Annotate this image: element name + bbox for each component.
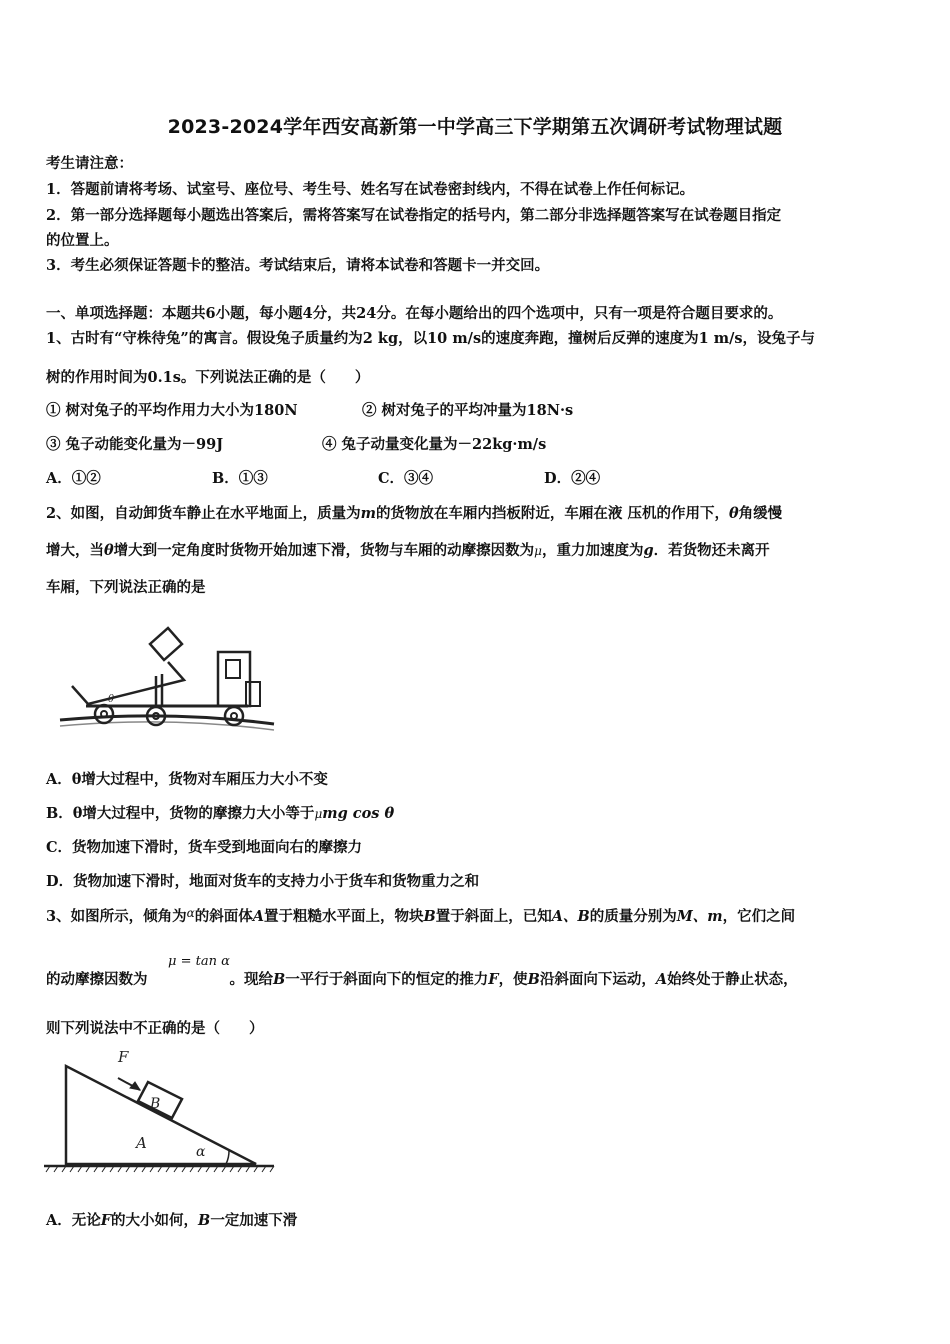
force-arrowhead	[130, 1082, 140, 1090]
friction-formula: μ = tan α	[168, 954, 230, 969]
var-B: B	[198, 1212, 211, 1229]
wheel	[225, 707, 243, 725]
q2-text: ．若货物还未离开	[653, 542, 770, 559]
q3-stem-line-3: 则下列说法中不正确的是（ ）	[46, 1020, 264, 1037]
q1-statement-4: ④ 兔子动量变化量为－22kg·m/s	[322, 436, 547, 453]
q2-text: 增大，当	[46, 542, 104, 559]
var-B: B	[527, 971, 540, 988]
q1-statement-1: ① 树对兔子的平均作用力大小为180N	[46, 402, 298, 419]
q3-text: 一平行于斜面向下的恒定的推力	[285, 971, 489, 988]
fig-label-B: B	[150, 1096, 161, 1112]
incline-figure	[44, 1044, 280, 1176]
var-AB: A、B	[551, 908, 590, 925]
fig-label-alpha: α	[196, 1144, 206, 1160]
var-theta: θ	[104, 542, 114, 559]
q1-option-c: C．③④	[378, 470, 434, 487]
wheel-hub	[231, 713, 237, 719]
q2-stem-line-2	[46, 539, 770, 560]
q3-text: 3、如图所示，倾角为	[46, 908, 187, 925]
ground-hatch	[60, 722, 274, 730]
q3-stem-line-1	[46, 905, 795, 926]
q2-option-b-formula: mg cos θ	[322, 805, 395, 822]
q3-option-a-text: A．无论	[46, 1212, 101, 1229]
page-title: 2023-2024学年西安高新第一中学高三下学期第五次调研考试物理试题	[167, 116, 783, 138]
q1-statement-2: ② 树对兔子的平均冲量为18N·s	[362, 402, 574, 419]
q2-option-b-text: B．θ增大过程中，货物的摩擦力大小等于	[46, 805, 315, 822]
q2-text: ，重力加速度为	[541, 542, 644, 559]
q3-option-a	[46, 1209, 297, 1230]
angle-arc	[226, 1150, 229, 1164]
section-heading: 一、单项选择题：本题共6小题，每小题4分，共24分。在每小题给出的四个选项中，只有一项是符合题目要求的。	[46, 305, 783, 322]
var-m: m	[360, 505, 376, 522]
var-theta: θ	[728, 505, 739, 522]
q3-text: 沿斜面向下运动，	[539, 971, 656, 988]
q2-stem-line-3: 车厢，下列说法正确的是	[46, 579, 206, 596]
q1-option-a: A．①②	[46, 470, 101, 487]
q2-text: 2、如图，自动卸货车静止在水平地面上，质量为	[46, 505, 361, 522]
var-mu: μ	[314, 807, 323, 821]
var-A: A	[252, 908, 264, 925]
var-mu: μ	[534, 544, 542, 558]
q2-text: 角缓慢	[738, 505, 783, 522]
q3-option-a-text: 一定加速下滑	[210, 1212, 298, 1229]
q1-option-d: D．②④	[544, 470, 601, 487]
q1-stem-line-2: 树的作用时间为0.1s。下列说法正确的是（ ）	[46, 369, 370, 386]
q3-text: 置于粗糙水平面上，物块	[263, 908, 424, 925]
var-B: B	[423, 908, 436, 925]
var-F: F	[100, 1212, 112, 1229]
var-Mm: M、m	[676, 908, 723, 925]
var-F: F	[488, 971, 499, 988]
q3-stem-line-2	[46, 968, 798, 989]
notice-heading: 考生请注意：	[46, 155, 133, 172]
notice-item-2-cont: 的位置上。	[46, 232, 119, 249]
q3-text: 始终处于静止状态，	[667, 971, 798, 988]
var-A: A	[655, 971, 668, 988]
q3-text: ，使	[498, 971, 528, 988]
notice-item-2: 2．第一部分选择题每小题选出答案后，需将答案写在试卷指定的括号内，第二部分非选择题答案写在试卷题目指定	[46, 207, 782, 224]
q2-text: 增大到一定角度时货物开始加速下滑，货物与车厢的动摩擦因数为	[113, 542, 535, 559]
truck-engine	[246, 682, 260, 706]
q2-text: 的货物放在车厢内挡板附近，车厢在液 压机的作用下，	[375, 505, 729, 522]
wheel-hub	[101, 711, 107, 717]
cab-window	[226, 660, 240, 678]
q1-statement-3: ③ 兔子动能变化量为－99J	[46, 436, 224, 453]
q2-option-b	[46, 802, 394, 823]
q2-option-d: D．货物加速下滑时，地面对货车的支持力小于货车和货物重力之和	[46, 873, 480, 890]
q3-text: 。现给	[229, 971, 273, 988]
q3-option-a-text: 的大小如何，	[111, 1212, 199, 1229]
fig-label-F: F	[118, 1048, 129, 1066]
q2-option-a: A．θ增大过程中，货物对车厢压力大小不变	[46, 771, 328, 788]
q2-stem-line-1	[46, 502, 782, 523]
q1-stem-line-1: 1、古时有“守株待兔”的寓言。假设兔子质量约为2 kg，以10 m/s的速度奔跑，撞树后反弹的速度为1 m/s，设兔子与	[46, 330, 816, 347]
q3-text: 置于斜面上，已知	[435, 908, 552, 925]
fig-theta-label: θ	[108, 694, 115, 705]
truck-bed	[72, 662, 184, 704]
hydraulic-piston	[156, 674, 162, 706]
q3-text: 的质量分别为	[589, 908, 677, 925]
var-B: B	[273, 971, 286, 988]
wheel	[95, 705, 113, 723]
wedge-A	[66, 1066, 256, 1164]
dump-truck-figure	[58, 610, 278, 738]
var-g: g	[643, 542, 654, 559]
fig-label-A: A	[136, 1134, 147, 1152]
q3-text: 的斜面体	[194, 908, 253, 925]
q2-option-c: C．货物加速下滑时，货车受到地面向右的摩擦力	[46, 839, 363, 856]
q3-text: 的动摩擦因数为	[46, 971, 148, 988]
cargo-box	[150, 628, 182, 660]
notice-item-1: 1．答题前请将考场、试室号、座位号、考生号、姓名写在试卷密封线内，不得在试卷上作任何标记。	[46, 181, 695, 198]
q1-option-b: B．①③	[212, 470, 268, 487]
q3-text: ，它们之间	[722, 908, 796, 925]
var-alpha: α	[186, 906, 195, 920]
notice-item-3: 3．考生必须保证答题卡的整洁。考试结束后，请将本试卷和答题卡一并交回。	[46, 257, 550, 274]
